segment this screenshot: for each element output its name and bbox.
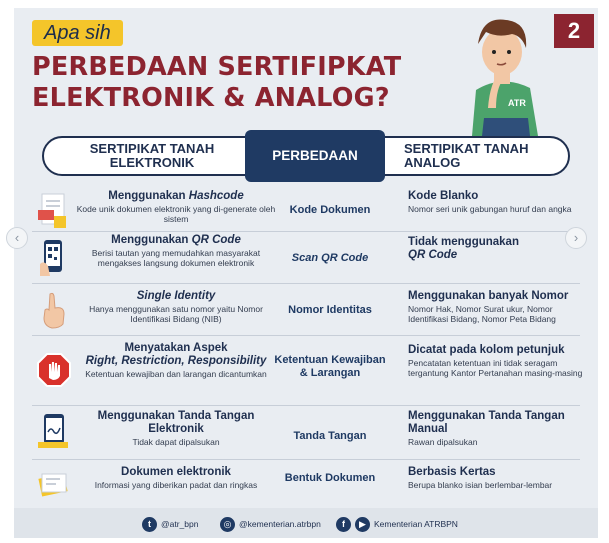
title-text: Menggunakan	[111, 234, 192, 246]
one-finger-icon	[36, 290, 72, 330]
title-line-1: PERBEDAAN SERTIFIPKAT	[32, 52, 402, 82]
electronic-description: Berisi tautan yang memudahkan masyarakat mengakses langsung dokumen elektronik	[91, 248, 261, 268]
electronic-cell	[76, 466, 276, 490]
analog-cell	[408, 466, 584, 490]
facebook-youtube-label: Kementerian ATRBPN	[374, 519, 458, 529]
analog-title: Menggunakan banyak Nomor	[408, 290, 569, 302]
comparison-header	[42, 130, 570, 182]
facebook-youtube-handle[interactable]	[336, 516, 458, 532]
e-signature-icon	[36, 412, 72, 452]
electronic-description: Informasi yang diberikan padat dan ringkas	[94, 480, 258, 490]
electronic-description: Kode unik dokumen elektronik yang di-generate oleh sistem	[76, 204, 276, 224]
analog-description: Berupa blanko isian berlembar-lembar	[408, 480, 553, 490]
electronic-description: Tidak dapat dipalsukan	[132, 437, 220, 447]
comparison-row-identity	[32, 284, 580, 336]
title-text: Menggunakan	[108, 190, 189, 202]
electronic-description: Hanya menggunakan satu nomor yaitu Nomor Identifikasi Bidang (NIB)	[89, 304, 263, 324]
electronic-cell	[76, 410, 276, 447]
analog-description: Rawan dipalsukan	[408, 437, 478, 447]
twitter-label: @atr_bpn	[161, 519, 199, 529]
analog-cell	[408, 190, 584, 214]
electronic-title-emphasis: Right, Restriction, Responsibility	[85, 355, 267, 367]
thinking-person-illustration	[442, 8, 562, 136]
analog-cell	[408, 290, 584, 324]
analog-description: Pencatatan ketentuan ini tidak seragam tergantung Kantor Pertanahan masing-masing	[408, 358, 583, 378]
comparison-row-signature	[32, 406, 580, 460]
phone-qr-icon	[36, 238, 72, 278]
analog-title: Dicatat pada kolom petunjuk	[408, 344, 565, 356]
electronic-description: Ketentuan kewajiban dan larangan dicantumkan	[85, 369, 267, 379]
electronic-title: Menyatakan Aspek	[124, 342, 228, 354]
instagram-handle[interactable]	[220, 516, 321, 532]
title-emphasis: Hashcode	[188, 190, 244, 202]
analog-description: Nomor seri unik gabungan huruf dan angka	[408, 204, 572, 214]
electronic-title: Single Identity	[136, 290, 216, 302]
difference-label: Kode Dokumen	[289, 204, 371, 216]
paper-stack-icon	[36, 462, 72, 502]
youtube-icon: ▶	[355, 517, 370, 532]
svg-text:ATR: ATR	[508, 98, 526, 108]
electronic-title: Menggunakan Tanda Tangan Elektronik	[97, 410, 255, 435]
carousel-prev-button[interactable]: ‹	[6, 227, 28, 249]
analog-title: Berbasis Kertas	[408, 466, 496, 478]
analog-title: Menggunakan Tanda Tangan Manual	[408, 410, 565, 435]
difference-label: Bentuk Dokumen	[284, 472, 376, 484]
comparison-row-document-form	[32, 460, 580, 504]
analog-cell	[408, 344, 584, 378]
difference-label: Nomor Identitas	[288, 304, 372, 316]
stop-hand-icon	[36, 350, 72, 390]
header-analog: SERTIPIKAT TANAH ANALOG	[404, 141, 529, 170]
electronic-title	[76, 190, 276, 203]
analog-cell	[408, 410, 584, 447]
electronic-cell	[76, 290, 276, 324]
analog-title: Kode Blanko	[408, 190, 479, 202]
difference-label: Tanda Tangan	[293, 430, 367, 442]
twitter-icon: t	[142, 517, 157, 532]
electronic-title	[76, 234, 276, 247]
analog-title: Tidak menggunakan	[408, 236, 519, 248]
electronic-cell	[76, 190, 276, 224]
document-icon	[36, 192, 72, 232]
badge-apa-sih: Apa sih	[32, 20, 123, 46]
difference-label: Scan QR Code	[291, 252, 369, 264]
header-difference: PERBEDAAN	[245, 130, 385, 182]
twitter-handle[interactable]	[142, 516, 198, 532]
comparison-row-document-code	[32, 188, 580, 232]
header-electronic: SERTIPIKAT TANAH ELEKTRONIK	[89, 141, 215, 170]
instagram-label: @kementerian.atrbpn	[239, 519, 321, 529]
page-number: 2	[554, 14, 594, 48]
electronic-title: Dokumen elektronik	[121, 466, 231, 478]
analog-description: Nomor Hak, Nomor Surat ukur, Nomor Identifikasi Bidang, Nomor Peta Bidang	[408, 304, 556, 324]
social-footer	[14, 508, 598, 538]
title-emphasis: QR Code	[191, 234, 241, 246]
instagram-icon: ◎	[220, 517, 235, 532]
infographic-poster	[14, 8, 598, 538]
difference-label: Ketentuan Kewajiban & Larangan	[274, 354, 386, 379]
electronic-cell	[76, 342, 276, 379]
analog-cell	[408, 236, 584, 262]
comparison-row-qr-code	[32, 232, 580, 284]
electronic-cell	[76, 234, 276, 268]
page-title	[32, 52, 462, 114]
title-line-2: ELEKTRONIK & ANALOG?	[32, 83, 390, 113]
facebook-icon: f	[336, 517, 351, 532]
carousel-next-button[interactable]: ›	[565, 227, 587, 249]
comparison-row-obligations	[32, 336, 583, 406]
analog-title-emphasis: QR Code	[408, 249, 458, 261]
